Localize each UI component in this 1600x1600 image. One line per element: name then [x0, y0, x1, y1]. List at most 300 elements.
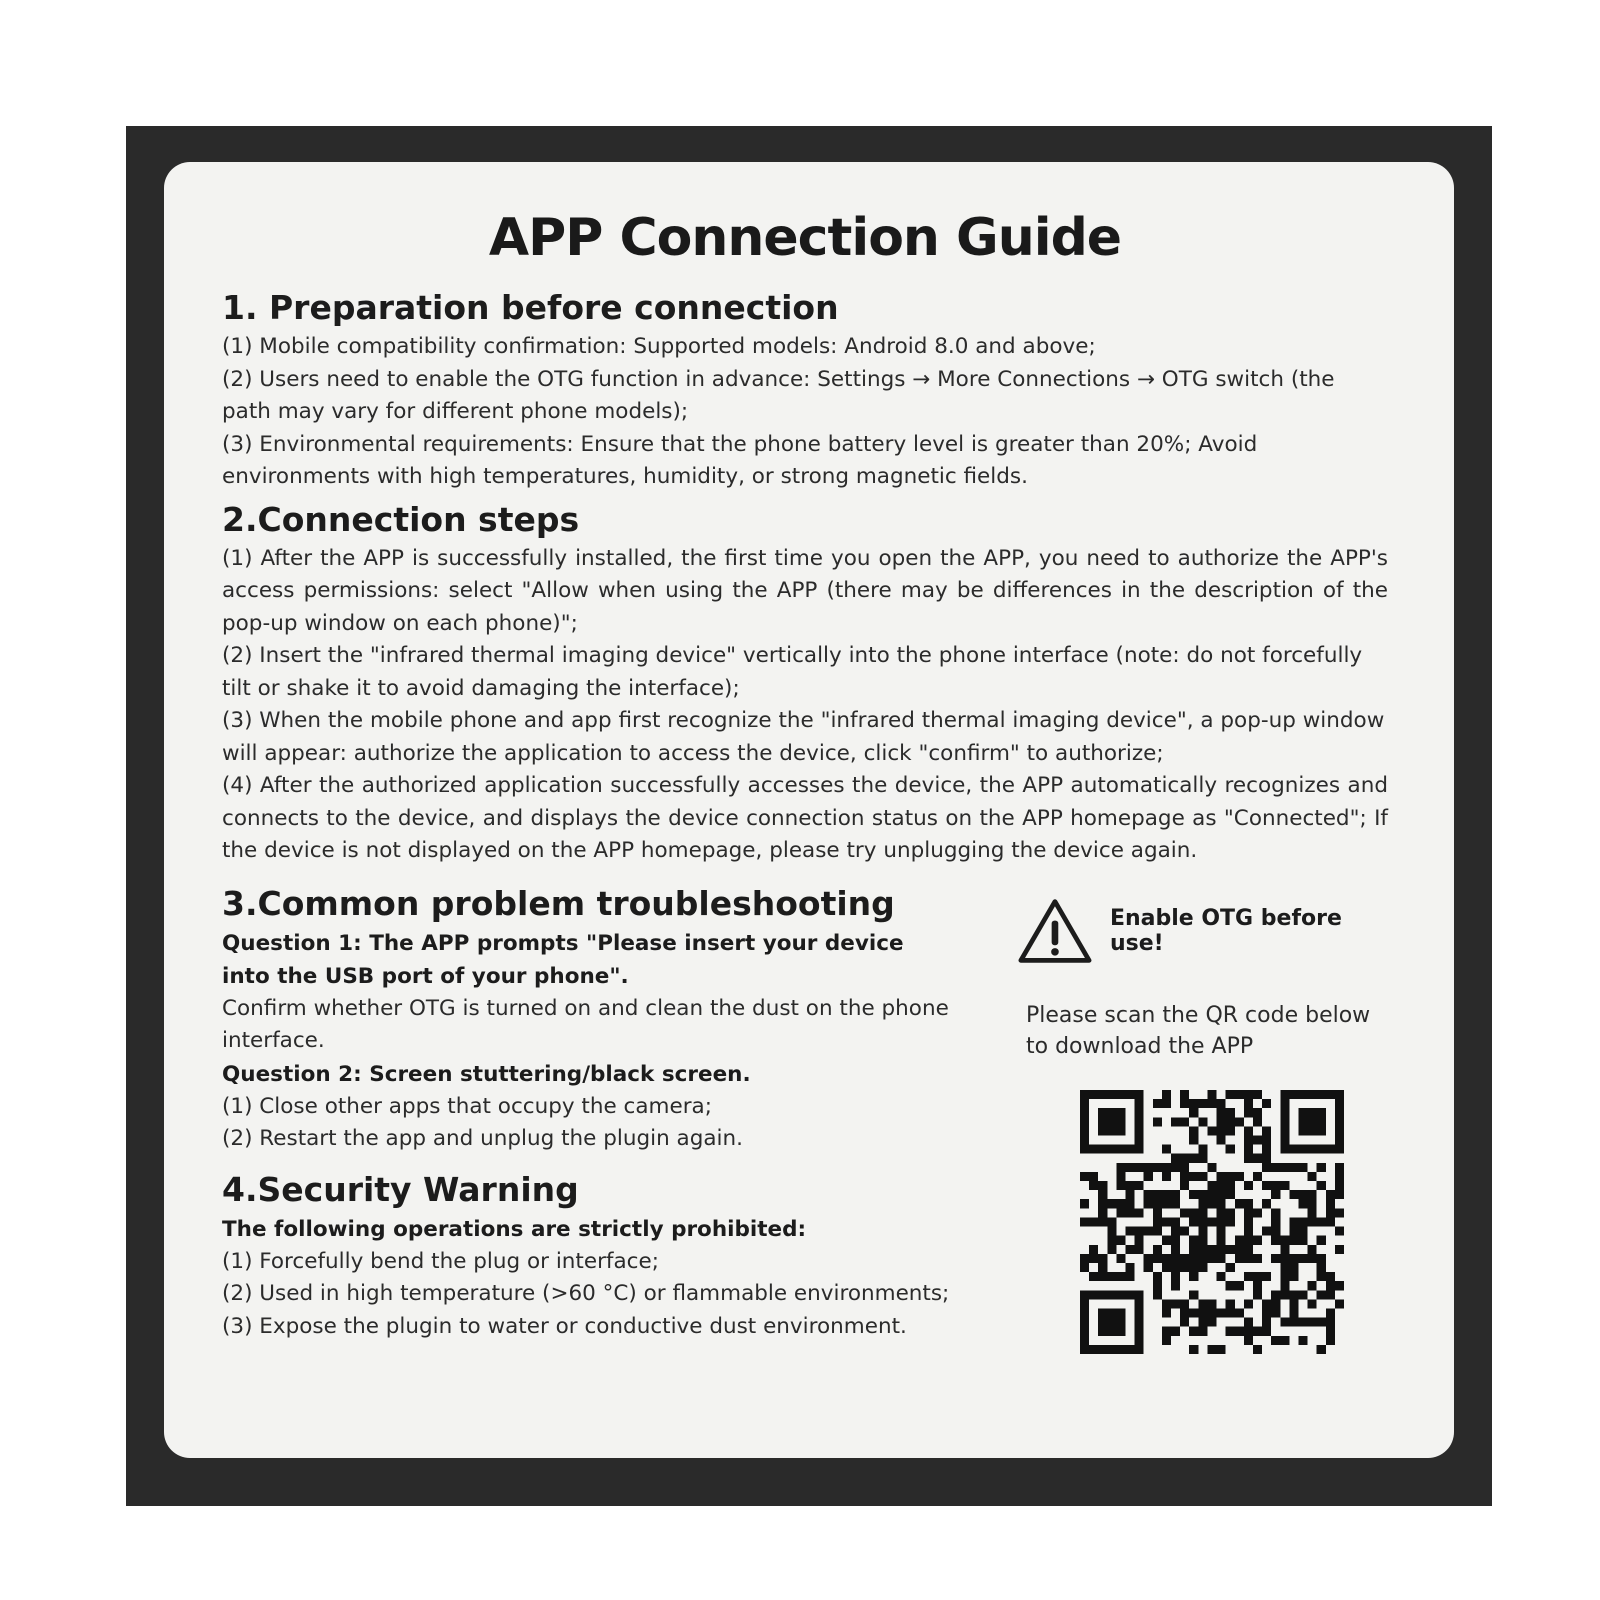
qr-module	[1162, 1171, 1171, 1180]
qr-module	[1271, 1208, 1280, 1217]
qr-module	[1308, 1199, 1317, 1208]
qr-module	[1226, 1281, 1235, 1290]
qr-module	[1253, 1117, 1262, 1126]
qr-module	[1089, 1244, 1098, 1253]
qr-module	[1116, 1171, 1125, 1180]
qr-module	[1207, 1190, 1216, 1199]
qr-module	[1162, 1144, 1171, 1153]
qr-module	[1244, 1299, 1253, 1308]
qr-module	[1098, 1217, 1107, 1226]
qr-module	[1153, 1117, 1162, 1126]
qr-module	[1126, 1244, 1135, 1253]
qr-module	[1207, 1126, 1216, 1135]
qr-module	[1308, 1317, 1317, 1326]
qr-module	[1253, 1253, 1262, 1262]
qr-module	[1326, 1208, 1335, 1217]
qr-module	[1335, 1171, 1344, 1180]
qr-module	[1317, 1181, 1326, 1190]
qr-module	[1126, 1190, 1135, 1199]
qr-module	[1308, 1281, 1317, 1290]
qr-module	[1089, 1272, 1098, 1281]
qr-module	[1198, 1317, 1207, 1326]
section-heading: 4.Security Warning	[222, 1169, 579, 1209]
qr-module	[1217, 1208, 1226, 1217]
list-item: (3) Environmental requirements: Ensure that the phone battery level is greater than 20%; Avoid environments with high temperatures, humidity, or strong magnetic fields.	[222, 431, 1258, 489]
qr-module	[1207, 1344, 1216, 1353]
qr-module	[1198, 1171, 1207, 1180]
qr-module	[1144, 1199, 1153, 1208]
qr-module	[1162, 1308, 1171, 1317]
qr-module	[1153, 1099, 1162, 1108]
qr-module	[1171, 1299, 1180, 1308]
qr-module	[1189, 1253, 1198, 1262]
qr-module	[1217, 1226, 1226, 1235]
qr-module	[1262, 1226, 1271, 1235]
qr-module	[1262, 1162, 1271, 1171]
qr-module	[1198, 1190, 1207, 1199]
qr-module	[1280, 1262, 1289, 1271]
qr-module	[1207, 1199, 1216, 1208]
qr-module	[1180, 1181, 1189, 1190]
qr-module	[1308, 1217, 1317, 1226]
qr-module	[1235, 1244, 1244, 1253]
qr-module	[1317, 1217, 1326, 1226]
section-heading: 2.Connection steps	[222, 499, 580, 539]
qr-module	[1271, 1190, 1280, 1199]
qr-module	[1098, 1108, 1125, 1135]
qr-module	[1198, 1117, 1207, 1126]
qr-module	[1162, 1090, 1171, 1099]
qr-module	[1253, 1090, 1262, 1099]
section-connection-steps	[222, 500, 1388, 868]
section-troubleshooting	[222, 884, 952, 1156]
qr-module	[1189, 1262, 1198, 1271]
qr-module	[1089, 1181, 1098, 1190]
qr-module	[1262, 1308, 1271, 1317]
qr-module	[1244, 1326, 1253, 1335]
page-title: APP Connection Guide	[488, 208, 1122, 268]
warning-triangle-icon	[1018, 896, 1092, 966]
qr-module	[1171, 1253, 1180, 1262]
qr-module	[1171, 1326, 1180, 1335]
qr-module	[1335, 1181, 1344, 1190]
left-column	[222, 878, 952, 1359]
qr-module	[1280, 1317, 1289, 1326]
qr-module	[1189, 1126, 1198, 1135]
list-item: (4) After the authorized application successfully accesses the device, the APP automatically recognizes and connects to the device, and displays the device connection status on the APP homepage as "Connected"; If the device is not displayed on the APP homepage, please try unplugging the device again.	[222, 773, 1388, 863]
qr-module	[1244, 1335, 1253, 1344]
qr-module	[1116, 1181, 1125, 1190]
qr-module	[1226, 1117, 1235, 1126]
qr-module	[1262, 1135, 1271, 1144]
qr-module	[1189, 1290, 1198, 1299]
list-item: (1) Forcefully bend the plug or interface;	[222, 1248, 659, 1274]
qr-module	[1226, 1171, 1235, 1180]
qr-module	[1253, 1290, 1262, 1299]
qr-module	[1189, 1108, 1198, 1117]
qr-module	[1153, 1217, 1162, 1226]
qr-module	[1189, 1217, 1198, 1226]
qr-module	[1126, 1199, 1135, 1208]
qr-module	[1135, 1235, 1144, 1244]
qr-module	[1153, 1281, 1162, 1290]
qr-module	[1162, 1235, 1171, 1244]
qr-module	[1198, 1208, 1207, 1217]
qr-module	[1107, 1226, 1116, 1235]
qr-module	[1298, 1217, 1307, 1226]
qr-module	[1107, 1217, 1116, 1226]
qr-module	[1098, 1199, 1107, 1208]
qr-module	[1180, 1208, 1189, 1217]
qr-module	[1235, 1253, 1244, 1262]
qr-module	[1162, 1335, 1171, 1344]
qr-module	[1207, 1099, 1216, 1108]
qr-module	[1226, 1299, 1235, 1308]
qr-module	[1116, 1199, 1125, 1208]
qr-module	[1098, 1272, 1107, 1281]
qr-module	[1198, 1153, 1207, 1162]
qr-module	[1171, 1272, 1180, 1281]
qr-module	[1244, 1135, 1253, 1144]
qr-module	[1253, 1281, 1262, 1290]
qr-module	[1126, 1226, 1135, 1235]
qr-module	[1198, 1244, 1207, 1253]
qr-module	[1162, 1099, 1171, 1108]
qr-module	[1153, 1272, 1162, 1281]
qr-module	[1153, 1226, 1162, 1235]
qr-module	[1235, 1326, 1244, 1335]
qr-module	[1289, 1190, 1298, 1199]
qr-module	[1171, 1262, 1180, 1271]
qr-module	[1326, 1335, 1335, 1344]
qr-module	[1171, 1281, 1180, 1290]
qr-module	[1262, 1181, 1271, 1190]
qr-module	[1235, 1308, 1244, 1317]
qr-module	[1271, 1308, 1280, 1317]
qr-module	[1280, 1244, 1289, 1253]
qr-module	[1089, 1171, 1098, 1180]
qr-module	[1153, 1199, 1162, 1208]
qr-module	[1262, 1317, 1271, 1326]
qr-module	[1080, 1217, 1089, 1226]
qr-module	[1126, 1208, 1135, 1217]
qr-module	[1207, 1308, 1216, 1317]
question-1: Question 1: The APP prompts "Please insert your device into the USB port of your phone".	[222, 930, 904, 989]
qr-module	[1317, 1235, 1326, 1244]
qr-module	[1244, 1153, 1253, 1162]
qr-module	[1171, 1244, 1180, 1253]
qr-module	[1153, 1290, 1162, 1299]
qr-module	[1217, 1099, 1226, 1108]
qr-module	[1326, 1281, 1335, 1290]
qr-module	[1217, 1253, 1226, 1262]
qr-module	[1207, 1299, 1216, 1308]
qr-module	[1171, 1199, 1180, 1208]
qr-module	[1317, 1162, 1326, 1171]
list-item: (1) Close other apps that occupy the camera;	[222, 1093, 712, 1119]
qr-module	[1080, 1171, 1089, 1180]
qr-module	[1198, 1199, 1207, 1208]
qr-module	[1280, 1281, 1289, 1290]
qr-module	[1198, 1262, 1207, 1271]
qr-module	[1171, 1117, 1180, 1126]
qr-module	[1298, 1226, 1307, 1235]
qr-module	[1217, 1181, 1226, 1190]
qr-module	[1226, 1262, 1235, 1271]
qr-module	[1217, 1217, 1226, 1226]
qr-module	[1217, 1244, 1226, 1253]
qr-module	[1207, 1162, 1216, 1171]
qr-module	[1335, 1190, 1344, 1199]
qr-module	[1280, 1162, 1289, 1171]
qr-module	[1326, 1290, 1335, 1299]
qr-module	[1189, 1135, 1198, 1144]
section-security-warning	[222, 1170, 952, 1344]
qr-module	[1298, 1335, 1307, 1344]
qr-module	[1262, 1153, 1271, 1162]
qr-module	[1107, 1272, 1116, 1281]
qr-module	[1317, 1253, 1326, 1262]
qr-module	[1162, 1199, 1171, 1208]
qr-module	[1189, 1344, 1198, 1353]
qr-module	[1262, 1144, 1271, 1153]
qr-module	[1107, 1199, 1116, 1208]
section-heading: 1. Preparation before connection	[222, 288, 839, 327]
qr-module	[1126, 1181, 1135, 1190]
qr-module	[1189, 1326, 1198, 1335]
qr-module	[1289, 1299, 1298, 1308]
qr-module	[1116, 1235, 1125, 1244]
qr-module	[1171, 1226, 1180, 1235]
qr-module	[1253, 1108, 1262, 1117]
qr-module	[1171, 1190, 1180, 1199]
qr-module	[1162, 1162, 1171, 1171]
qr-module	[1217, 1117, 1226, 1126]
answer-1: Confirm whether OTG is turned on and clean the dust on the phone interface.	[222, 995, 949, 1053]
qr-module	[1153, 1162, 1162, 1171]
qr-module	[1098, 1253, 1107, 1262]
qr-module	[1189, 1208, 1198, 1217]
qr-module	[1280, 1181, 1289, 1190]
qr-module	[1116, 1272, 1125, 1281]
qr-module	[1217, 1108, 1226, 1117]
qr-module	[1271, 1290, 1280, 1299]
bottom-area	[222, 878, 1388, 1359]
qr-module	[1308, 1253, 1317, 1262]
qr-module	[1080, 1253, 1089, 1262]
qr-module	[1162, 1253, 1171, 1262]
qr-module	[1126, 1162, 1135, 1171]
section-heading: 3.Common problem troubleshooting	[222, 883, 895, 923]
qr-module	[1253, 1153, 1262, 1162]
qr-module	[1226, 1126, 1235, 1135]
qr-module	[1207, 1317, 1216, 1326]
qr-module	[1298, 1317, 1307, 1326]
qr-module	[1262, 1099, 1271, 1108]
qr-module	[1244, 1226, 1253, 1235]
qr-module	[1189, 1244, 1198, 1253]
list-item: (2) Used in high temperature (>60 °C) or flammable environments;	[222, 1281, 950, 1306]
qr-module	[1198, 1235, 1207, 1244]
prohibited-intro: The following operations are strictly prohibited:	[222, 1216, 807, 1242]
qr-module	[1162, 1326, 1171, 1335]
qr-module	[1198, 1099, 1207, 1108]
qr-module	[1162, 1217, 1171, 1226]
qr-module	[1335, 1281, 1344, 1290]
list-item: (3) Expose the plugin to water or conductive dust environment.	[222, 1313, 907, 1339]
list-item: (2) Restart the app and unplug the plugin again.	[222, 1126, 743, 1151]
qr-module	[1326, 1308, 1335, 1317]
qr-module	[1116, 1208, 1125, 1217]
qr-module	[1135, 1162, 1144, 1171]
qr-module	[1226, 1181, 1235, 1190]
qr-module	[1180, 1153, 1189, 1162]
qr-module	[1126, 1272, 1135, 1281]
qr-module	[1144, 1171, 1153, 1180]
qr-module	[1326, 1217, 1335, 1226]
qr-module	[1289, 1262, 1298, 1271]
qr-module	[1135, 1181, 1144, 1190]
qr-module	[1289, 1235, 1298, 1244]
qr-module	[1217, 1235, 1226, 1244]
qr-module	[1271, 1235, 1280, 1244]
qr-module	[1326, 1326, 1335, 1335]
qr-module	[1207, 1090, 1216, 1099]
qr-module	[1298, 1162, 1307, 1171]
guide-card-frame	[126, 126, 1492, 1506]
qr-module	[1244, 1235, 1253, 1244]
qr-module	[1262, 1126, 1271, 1135]
qr-module	[1153, 1190, 1162, 1199]
qr-module	[1253, 1272, 1262, 1281]
qr-module	[1135, 1208, 1144, 1217]
qr-module	[1162, 1299, 1171, 1308]
qr-module	[1098, 1262, 1107, 1271]
list-item: (1) Mobile compatibility confirmation: Supported models: Android 8.0 and above;	[222, 334, 1096, 359]
qr-module	[1126, 1262, 1135, 1271]
qr-module	[1180, 1253, 1189, 1262]
qr-module	[1253, 1326, 1262, 1335]
qr-module	[1226, 1208, 1235, 1217]
qr-module	[1308, 1299, 1317, 1308]
qr-module	[1098, 1208, 1107, 1217]
qr-module	[1280, 1335, 1289, 1344]
qr-module	[1244, 1244, 1253, 1253]
qr-module	[1189, 1235, 1198, 1244]
qr-module	[1116, 1162, 1125, 1171]
qr-module	[1198, 1253, 1207, 1262]
qr-module	[1180, 1226, 1189, 1235]
list-item: (2) Insert the "infrared thermal imaging device" vertically into the phone interface (note: do not forcefully tilt or shake it to avoid damaging the interface);	[222, 643, 1363, 701]
qr-module	[1180, 1299, 1189, 1308]
qr-module	[1335, 1226, 1344, 1235]
qr-module	[1189, 1272, 1198, 1281]
qr-code	[1080, 1090, 1344, 1354]
list-item: (2) Users need to enable the OTG function in advance: Settings → More Connections → OTG switch (the path may vary for different phone models);	[222, 366, 1335, 424]
guide-card	[164, 162, 1454, 1458]
qr-module	[1180, 1099, 1189, 1108]
qr-module	[1207, 1253, 1216, 1262]
qr-module	[1244, 1208, 1253, 1217]
qr-module	[1144, 1226, 1153, 1235]
qr-module	[1335, 1162, 1344, 1171]
qr-module	[1198, 1217, 1207, 1226]
qr-module	[1326, 1317, 1335, 1326]
qr-module	[1244, 1199, 1253, 1208]
qr-module	[1180, 1117, 1189, 1126]
qr-module	[1135, 1244, 1144, 1253]
qr-module	[1080, 1262, 1089, 1271]
qr-module	[1308, 1244, 1317, 1253]
qr-module	[1135, 1226, 1144, 1235]
qr-module	[1317, 1344, 1326, 1353]
qr-module	[1298, 1190, 1307, 1199]
qr-module	[1335, 1208, 1344, 1217]
qr-module	[1271, 1335, 1280, 1344]
qr-module	[1298, 1235, 1307, 1244]
qr-module	[1262, 1199, 1271, 1208]
qr-module	[1180, 1308, 1189, 1317]
qr-module	[1207, 1181, 1216, 1190]
qr-module	[1180, 1090, 1189, 1099]
qr-module	[1207, 1217, 1216, 1226]
qr-module	[1280, 1290, 1289, 1299]
qr-module	[1180, 1171, 1189, 1180]
qr-module	[1226, 1308, 1235, 1317]
qr-module	[1098, 1190, 1107, 1199]
qr-module	[1244, 1144, 1253, 1153]
qr-module	[1289, 1162, 1298, 1171]
qr-module	[1162, 1190, 1171, 1199]
qr-module	[1217, 1199, 1226, 1208]
qr-module	[1335, 1299, 1344, 1308]
qr-module	[1198, 1308, 1207, 1317]
qr-module	[1180, 1317, 1189, 1326]
qr-module	[1326, 1272, 1335, 1281]
qr-module	[1253, 1344, 1262, 1353]
qr-module	[1289, 1253, 1298, 1262]
qr-module	[1198, 1226, 1207, 1235]
right-column	[1018, 878, 1388, 1359]
qr-module	[1107, 1244, 1116, 1253]
qr-module	[1280, 1253, 1289, 1262]
qr-module	[1226, 1190, 1235, 1199]
qr-module	[1226, 1090, 1235, 1099]
qr-module	[1189, 1099, 1198, 1108]
qr-module	[1153, 1253, 1162, 1262]
list-item: (1) After the APP is successfully installed, the first time you open the APP, you need to authorize the APP's access permissions: select "Allow when using the APP (there may be differences in the description of the pop-up window on each phone)";	[222, 545, 1388, 636]
section-preparation	[222, 288, 1388, 494]
qr-module	[1226, 1326, 1235, 1335]
qr-module	[1162, 1262, 1171, 1271]
qr-module	[1244, 1272, 1253, 1281]
qr-module	[1153, 1208, 1162, 1217]
qr-module	[1308, 1190, 1317, 1199]
qr-module	[1262, 1326, 1271, 1335]
qr-module	[1189, 1171, 1198, 1180]
qr-module	[1226, 1217, 1235, 1226]
qr-module	[1198, 1326, 1207, 1335]
qr-module	[1262, 1299, 1271, 1308]
qr-module	[1116, 1253, 1125, 1262]
qr-module	[1180, 1262, 1189, 1271]
qr-module	[1289, 1290, 1298, 1299]
qr-module	[1171, 1162, 1180, 1171]
qr-module	[1262, 1272, 1271, 1281]
qr-module	[1235, 1117, 1244, 1126]
qr-module	[1089, 1217, 1098, 1226]
otg-warning	[1018, 896, 1388, 966]
